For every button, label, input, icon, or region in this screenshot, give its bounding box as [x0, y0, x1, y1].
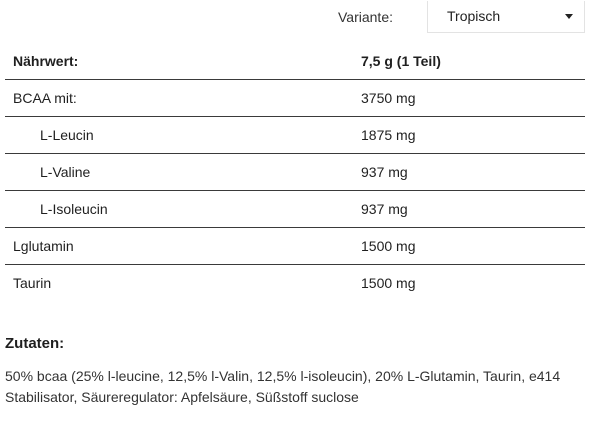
table-row [5, 265, 585, 302]
nutrient-name: Taurin [13, 275, 52, 291]
nutrient-name: L-Leucin [5, 117, 360, 154]
nutrient-value: 1875 mg [360, 117, 585, 154]
nutrient-value: 937 mg [360, 154, 585, 191]
ingredients-title: Zutaten: [5, 335, 65, 352]
nutrient-value: 1500 mg [361, 275, 416, 291]
table-row [5, 80, 585, 117]
chevron-down-icon [565, 14, 573, 19]
nutrient-name: Lglutamin [5, 228, 360, 265]
table-row [5, 117, 585, 154]
nutrient-name: L-Valine [5, 154, 360, 191]
ingredients-text: 50% bcaa (25% l-leucine, 12,5% l-Valin, 12,5% l-isoleucin), 20% L-Glutamin, Taurin, e414 Stabilisator, Säureregulator: Apfelsäure, Süßstoff suclose [5, 368, 561, 405]
nutrition-header-value: 7,5 g (1 Teil) [360, 43, 585, 80]
variant-select[interactable] [427, 1, 585, 33]
nutrition-header-name: Nährwert: [5, 43, 360, 80]
variant-label: Variante: [338, 8, 393, 25]
nutrient-value: 3750 mg [360, 80, 585, 117]
table-row [5, 228, 585, 265]
variant-selector-row [338, 0, 585, 33]
nutrient-name: L-Isoleucin [5, 191, 360, 228]
variant-selected-value: Tropisch [447, 8, 501, 24]
nutrition-table [5, 43, 585, 301]
nutrition-header-row [5, 43, 585, 80]
table-row [5, 154, 585, 191]
nutrient-value: 937 mg [360, 191, 585, 228]
table-row [5, 191, 585, 228]
nutrient-value: 1500 mg [360, 228, 585, 265]
nutrient-name: BCAA mit: [5, 80, 360, 117]
